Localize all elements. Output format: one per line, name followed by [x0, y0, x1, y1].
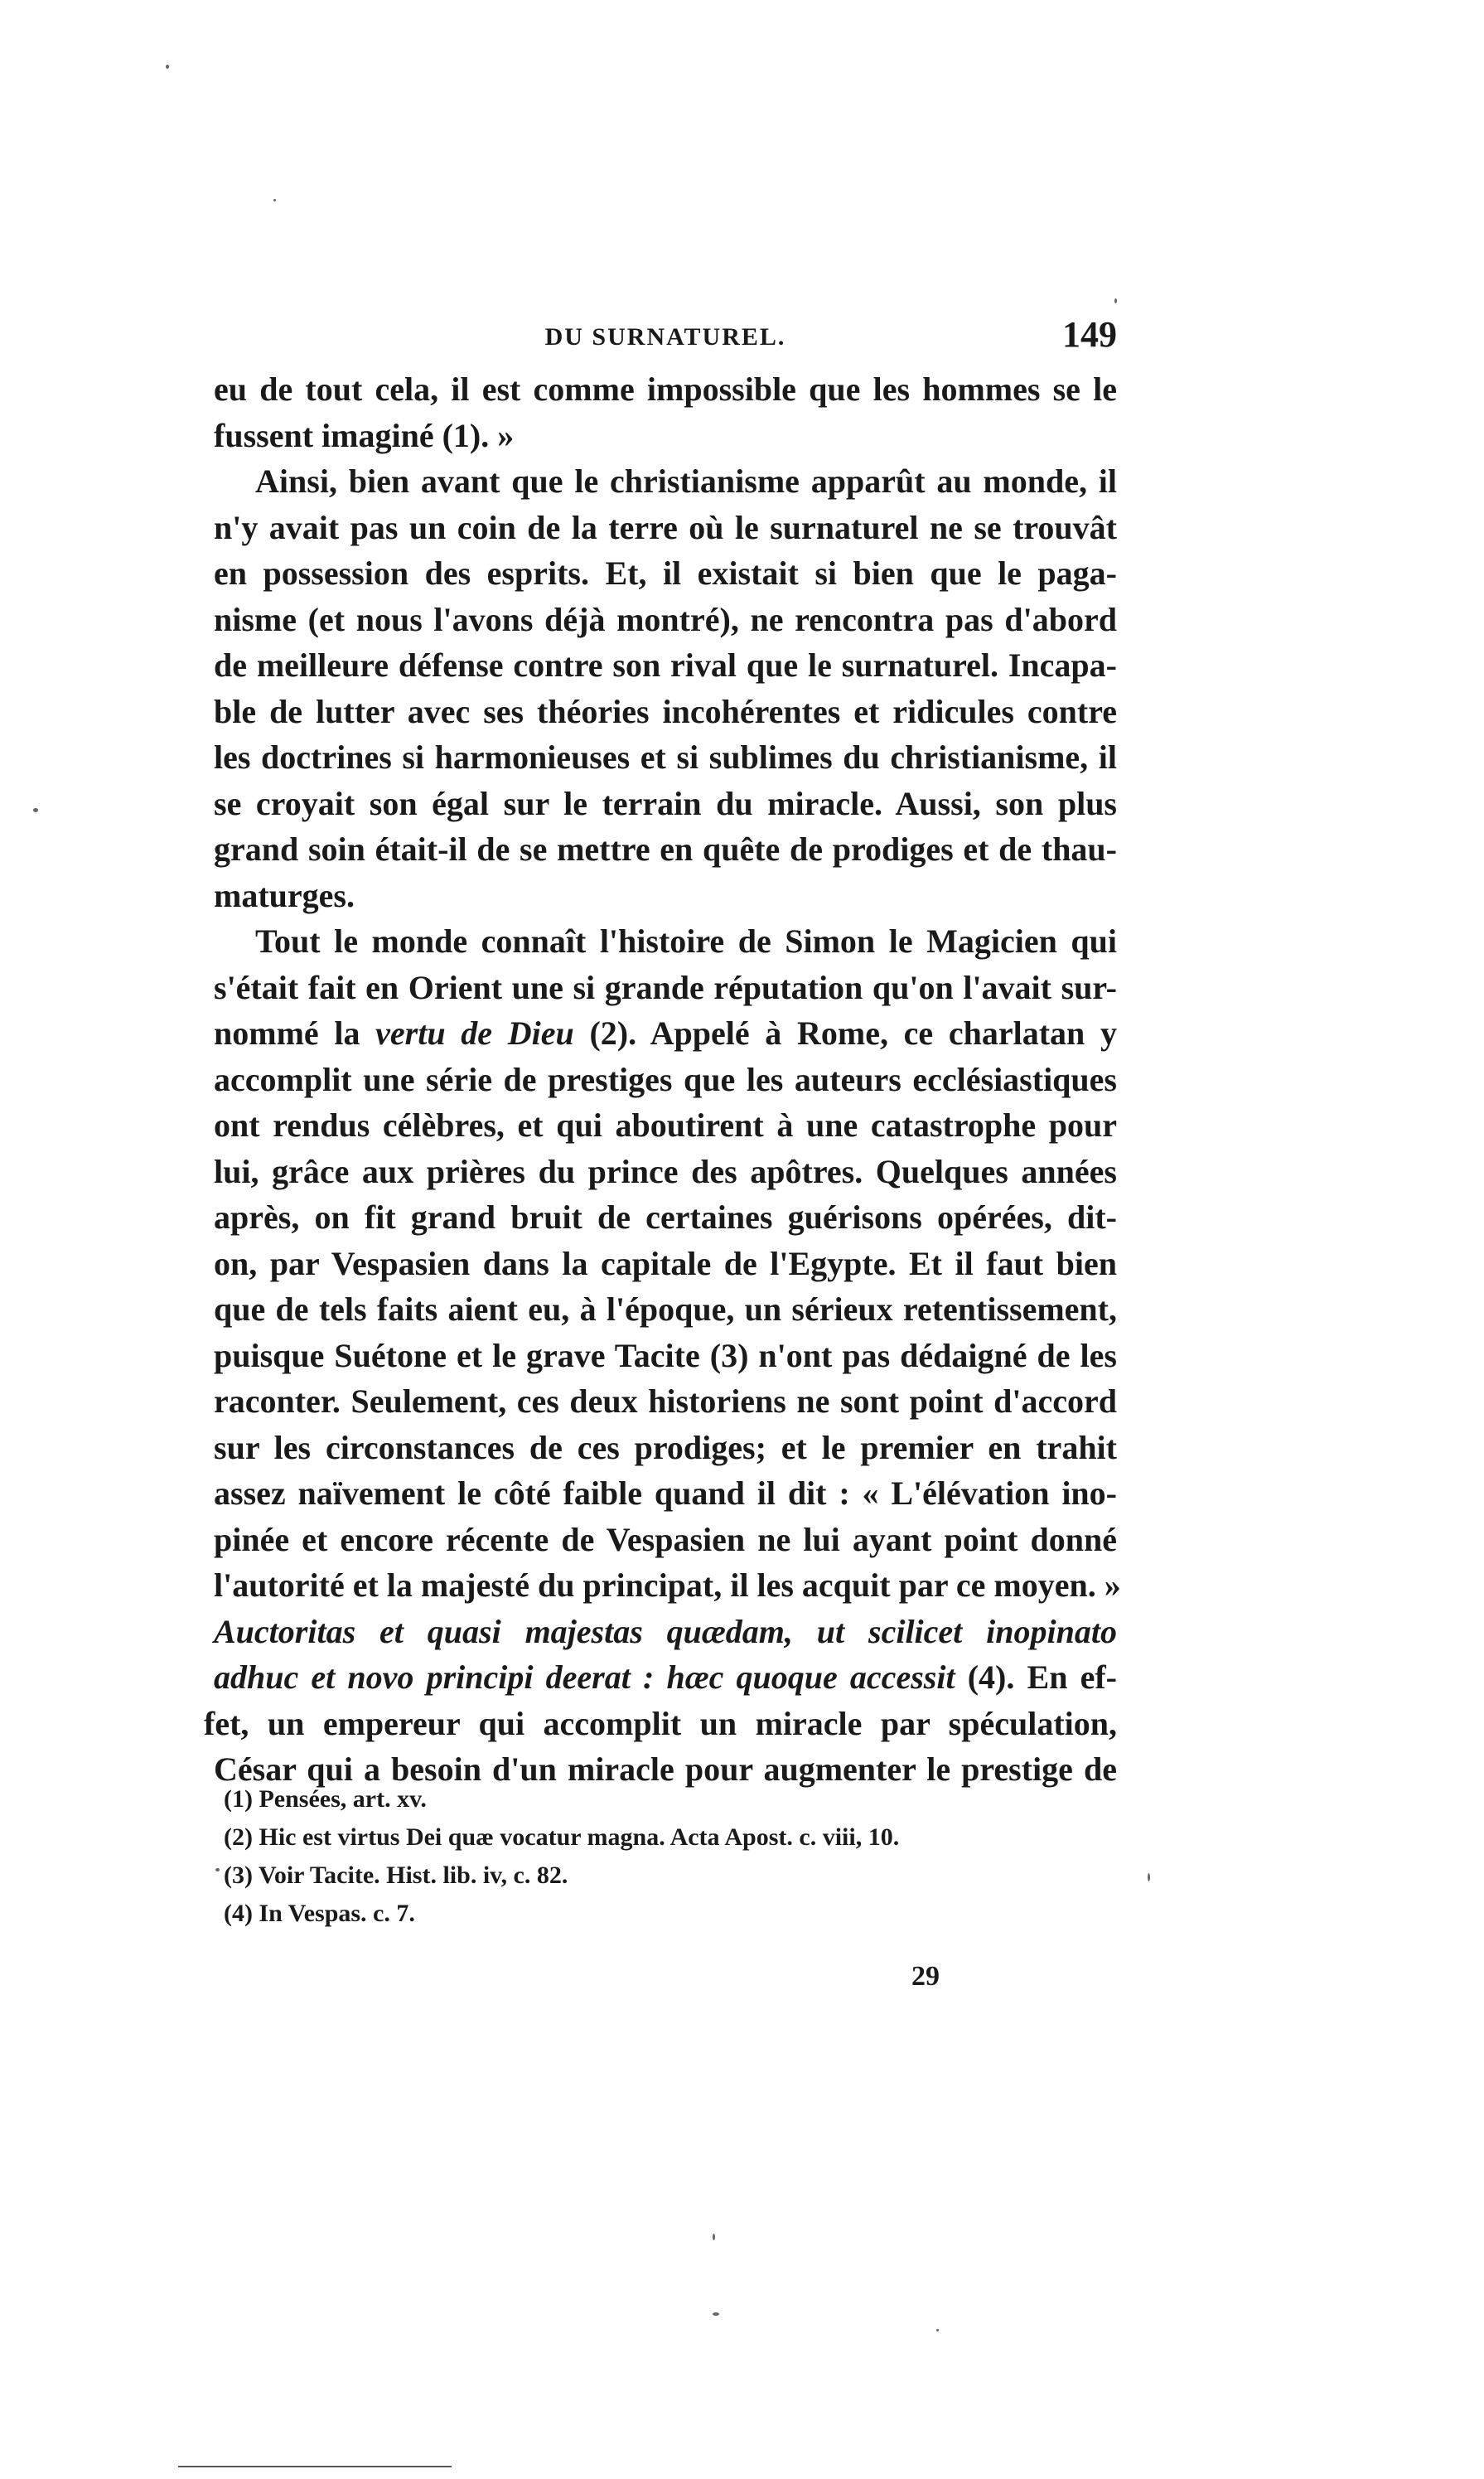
text-line: raconter. Seulement, ces deux historiens ne sont point d'accord [214, 1382, 1117, 1420]
text-line: grand soin était-il de se mettre en quête de prodiges et de thau- [214, 830, 1117, 868]
text-line: assez naïvement le côté faible quand il dit : « L'élévation ino- [214, 1474, 1117, 1512]
scan-speck [33, 808, 38, 812]
text-line: accomplit une série de prestiges que les auteurs ecclésiastiques [214, 1060, 1117, 1098]
text-line: on, par Vespasien dans la capitale de l'Egypte. Et il faut bien [214, 1244, 1117, 1282]
paragraph-start-line: Tout le monde connaît l'histoire de Simon le Magicien qui [255, 922, 1117, 960]
text-line: après, on fit grand bruit de certaines guérisons opérées, dit- [214, 1198, 1117, 1236]
footnote-4: (4) In Vespas. c. 7. [224, 1900, 415, 1927]
text-line: maturges. [214, 876, 355, 914]
text-line: de meilleure défense contre son rival que le surnaturel. Incapa- [214, 646, 1117, 684]
bottom-edge-rule [178, 2466, 452, 2467]
text-line: César qui a besoin d'un miracle pour augmenter le prestige de [214, 1750, 1117, 1788]
text-line: eu de tout cela, il est comme impossible que les hommes se le [214, 370, 1117, 408]
scan-speck [1148, 1873, 1150, 1881]
footnote-2: (2) Hic est virtus Dei quæ vocatur magna. Acta Apost. c. viii, 10. [224, 1823, 900, 1851]
footnote-1: (1) Pensées, art. xv. [224, 1785, 427, 1813]
text-line: se croyait son égal sur le terrain du miracle. Aussi, son plus [214, 784, 1117, 822]
text-line: n'y avait pas un coin de la terre où le surnaturel ne se trouvât [214, 508, 1117, 546]
text-line: pinée et encore récente de Vespasien ne lui ayant point donné [214, 1520, 1117, 1558]
latin-quote-line: Auctoritas et quasi majestas quædam, ut scilicet inopinato [214, 1612, 1117, 1650]
text-segment: nommé la [214, 1014, 376, 1052]
text-line: lui, grâce aux prières du prince des apôtres. Quelques années [214, 1152, 1117, 1190]
text-line: nisme (et nous l'avons déjà montré), ne rencontra pas d'abord [214, 600, 1117, 638]
text-line-with-italic [214, 1654, 1117, 1701]
text-line: sur les circonstances de ces prodiges; et le premier en trahit [214, 1428, 1117, 1466]
signature-mark: 29 [911, 1961, 940, 1992]
paragraph-start-line: Ainsi, bien avant que le christianisme apparût au monde, il [255, 462, 1117, 500]
scan-speck [273, 199, 276, 201]
italic-phrase: vertu de Dieu [375, 1014, 574, 1052]
text-line: fet, un empereur qui accomplit un miracle par spéculation, [204, 1704, 1117, 1742]
body-text [204, 366, 1121, 1793]
text-line-with-italic [214, 1010, 1117, 1057]
scan-speck [166, 65, 169, 69]
text-line: fussent imaginé (1). » [214, 416, 515, 454]
latin-quote-segment: adhuc et novo principi deerat : hæc quoque accessit [214, 1658, 955, 1696]
scan-speck [713, 2312, 719, 2316]
text-line: en possession des esprits. Et, il existait si bien que le paga- [214, 554, 1117, 592]
text-segment: (4). En ef- [955, 1658, 1118, 1696]
running-head [214, 313, 1117, 363]
scan-speck [713, 2234, 715, 2240]
running-title: DU SURNATUREL. [544, 323, 786, 351]
text-segment: (2). Appelé à Rome, ce charlatan y [573, 1014, 1117, 1052]
text-line: ont rendus célèbres, et qui aboutirent à une catastrophe pour [214, 1106, 1117, 1144]
text-line: les doctrines si harmonieuses et si sublimes du christianisme, il [214, 738, 1117, 776]
scan-speck [1114, 298, 1117, 303]
text-line: puisque Suétone et le grave Tacite (3) n'ont pas dédaigné de les [214, 1336, 1117, 1374]
scan-speck [215, 1868, 220, 1871]
page-number: 149 [1062, 314, 1117, 355]
scan-speck [936, 2329, 939, 2331]
footnote-3: (3) Voir Tacite. Hist. lib. iv, c. 82. [224, 1862, 568, 1889]
text-line: ble de lutter avec ses théories incohérentes et ridicules contre [214, 692, 1117, 730]
text-line: s'était fait en Orient une si grande réputation qu'on l'avait sur- [214, 968, 1117, 1006]
text-line: l'autorité et la majesté du principat, il les acquit par ce moyen. » [214, 1566, 1121, 1604]
text-line: que de tels faits aient eu, à l'époque, un sérieux retentissement, [214, 1290, 1117, 1328]
footnotes [224, 1780, 1119, 1933]
